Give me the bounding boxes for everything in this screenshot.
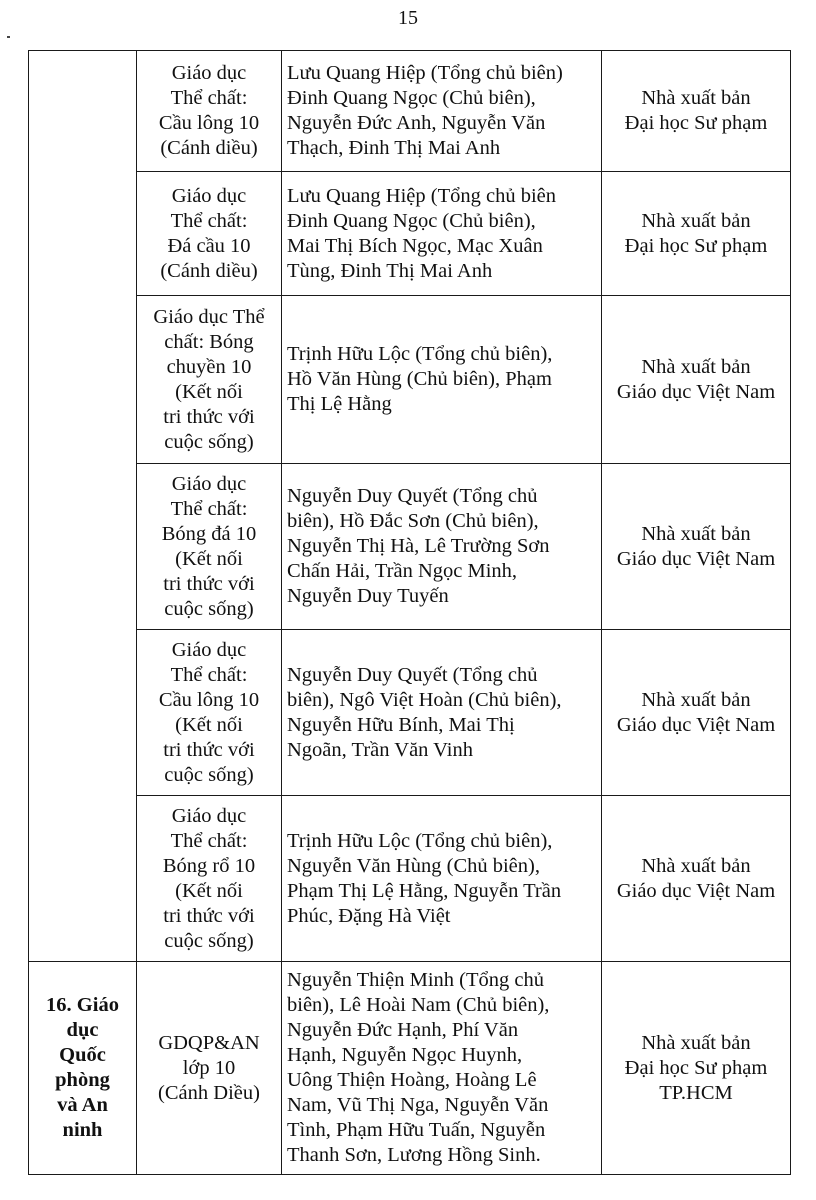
scan-mark (7, 36, 10, 38)
publisher-cell: Nhà xuất bản Giáo dục Việt Nam (602, 296, 791, 464)
authors-cell: Trịnh Hữu Lộc (Tổng chủ biên), Hồ Văn Hùng (Chủ biên), Phạm Thị Lệ Hằng (282, 296, 602, 464)
page-number: 15 (398, 7, 418, 29)
authors-cell: Trịnh Hữu Lộc (Tổng chủ biên), Nguyễn Văn Hùng (Chủ biên), Phạm Thị Lệ Hằng, Nguyễn Trần Phúc, Đặng Hà Việt (282, 796, 602, 962)
book-title-cell: Giáo dục Thể chất: Bóng chuyền 10 (Kết nối tri thức với cuộc sống) (137, 296, 282, 464)
book-title-cell: Giáo dục Thể chất: Bóng đá 10 (Kết nối tri thức với cuộc sống) (137, 464, 282, 630)
publisher-cell: Nhà xuất bản Đại học Sư phạm TP.HCM (602, 962, 791, 1175)
authors-cell: Lưu Quang Hiệp (Tổng chủ biên Đinh Quang Ngọc (Chủ biên), Mai Thị Bích Ngọc, Mạc Xuân Tùng, Đinh Thị Mai Anh (282, 172, 602, 296)
book-title-cell: Giáo dục Thể chất: Cầu lông 10 (Kết nối tri thức với cuộc sống) (137, 630, 282, 796)
table-row (29, 296, 791, 464)
subject-cell (29, 51, 137, 962)
authors-cell: Nguyễn Thiện Minh (Tổng chủ biên), Lê Hoài Nam (Chủ biên), Nguyễn Đức Hạnh, Phí Văn Hạnh, Nguyễn Ngọc Huynh, Uông Thiện Hoàng, Hoàng Lê Nam, Vũ Thị Nga, Nguyễn Văn Tình, Phạm Hữu Tuấn, Nguyễn Thanh Sơn, Lương Hồng Sinh. (282, 962, 602, 1175)
authors-cell: Nguyễn Duy Quyết (Tổng chủ biên), Hồ Đắc Sơn (Chủ biên), Nguyễn Thị Hà, Lê Trường Sơn Chấn Hải, Trần Ngọc Minh, Nguyễn Duy Tuyến (282, 464, 602, 630)
book-title-cell: Giáo dục Thể chất: Bóng rổ 10 (Kết nối tri thức với cuộc sống) (137, 796, 282, 962)
table-row (29, 172, 791, 296)
book-title-cell: Giáo dục Thể chất: Cầu lông 10 (Cánh diều) (137, 51, 282, 172)
table-row (29, 796, 791, 962)
book-title-cell: GDQP&AN lớp 10 (Cánh Diều) (137, 962, 282, 1175)
book-title-cell: Giáo dục Thể chất: Đá cầu 10 (Cánh diều) (137, 172, 282, 296)
table-row (29, 51, 791, 172)
authors-cell: Nguyễn Duy Quyết (Tổng chủ biên), Ngô Việt Hoàn (Chủ biên), Nguyễn Hữu Bính, Mai Thị Ngoãn, Trần Văn Vinh (282, 630, 602, 796)
publisher-cell: Nhà xuất bản Đại học Sư phạm (602, 172, 791, 296)
textbook-table (28, 50, 791, 1175)
publisher-cell: Nhà xuất bản Giáo dục Việt Nam (602, 464, 791, 630)
subject-cell: 16. Giáo dục Quốc phòng và An ninh (29, 962, 137, 1175)
publisher-cell: Nhà xuất bản Giáo dục Việt Nam (602, 796, 791, 962)
authors-cell: Lưu Quang Hiệp (Tổng chủ biên) Đinh Quang Ngọc (Chủ biên), Nguyễn Đức Anh, Nguyễn Văn Thạch, Đinh Thị Mai Anh (282, 51, 602, 172)
publisher-cell: Nhà xuất bản Giáo dục Việt Nam (602, 630, 791, 796)
table-row (29, 464, 791, 630)
table-row (29, 962, 791, 1175)
table-row (29, 630, 791, 796)
publisher-cell: Nhà xuất bản Đại học Sư phạm (602, 51, 791, 172)
